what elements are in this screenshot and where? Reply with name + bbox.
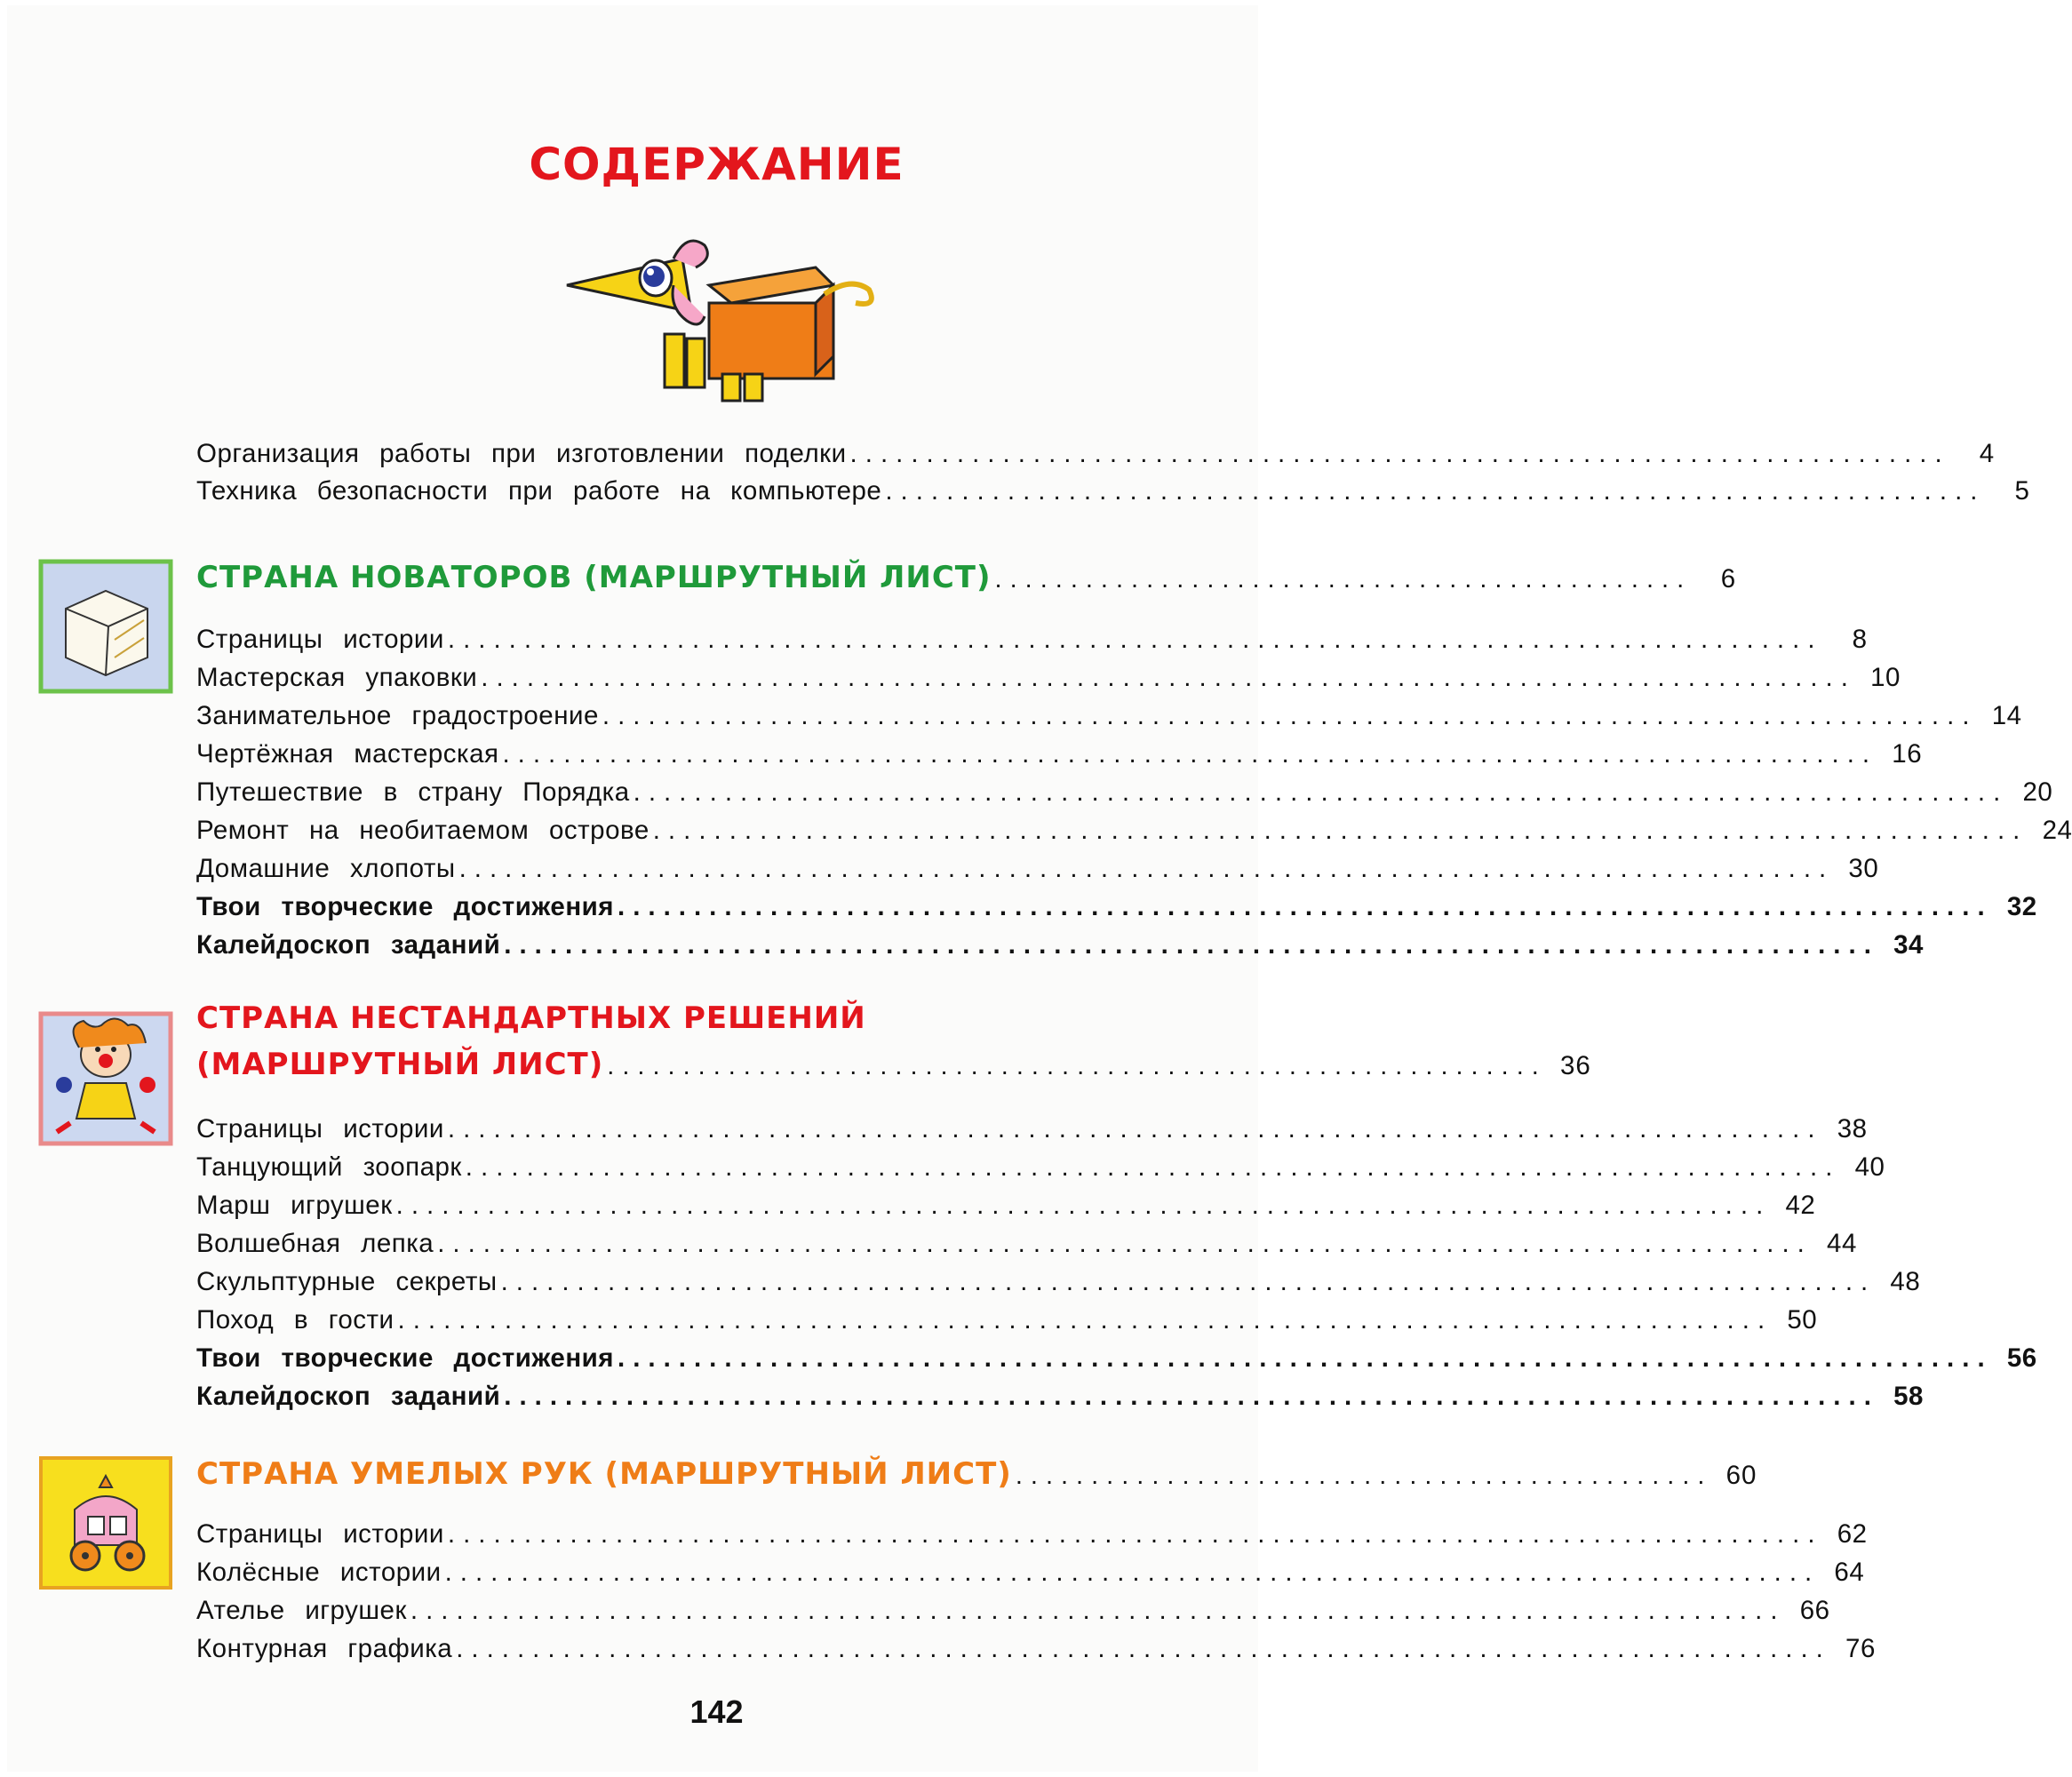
dot-leader: .......................................................................................... bbox=[458, 854, 1835, 883]
toc-entry-label: Страницы истории bbox=[196, 1114, 444, 1143]
dot-leader: .......................................................................................... bbox=[504, 1382, 1879, 1411]
dot-leader: .......................................................................................... bbox=[618, 892, 1993, 921]
dot-leader: .......................................................................................... bbox=[447, 625, 1823, 654]
dot-leader: .......................................................................................... bbox=[633, 777, 2009, 807]
dot-leader: .......................................................................................... bbox=[397, 1305, 1773, 1335]
dot-leader: .............................................................. bbox=[607, 1052, 1547, 1080]
section-page: 60 bbox=[1725, 1461, 1757, 1490]
toc-entry-label: Техника безопасности при работе на компьютере bbox=[196, 476, 882, 506]
toc-entry-label: Твои творческие достижения bbox=[196, 892, 614, 921]
toc-entry[interactable] bbox=[196, 930, 1924, 968]
dot-leader: .............................................. bbox=[1015, 1462, 1713, 1490]
dot-leader: .......................................................................................... bbox=[447, 1519, 1823, 1549]
section-page: 36 bbox=[1560, 1051, 1591, 1080]
toc-entry[interactable] bbox=[196, 1382, 1924, 1419]
toc-entry-page: 40 bbox=[1854, 1152, 1885, 1182]
section-nonstandard-thumbnail bbox=[39, 1012, 172, 1145]
section-header-nonstandard-line2[interactable] bbox=[196, 1047, 1591, 1086]
toc-entry[interactable] bbox=[196, 739, 1923, 777]
page-title: СОДЕРЖАНИЕ bbox=[529, 139, 905, 190]
toc-entry-label: Поход в гости bbox=[196, 1305, 394, 1335]
toc-entry-page: 4 bbox=[1979, 439, 1995, 468]
toc-entry-page: 14 bbox=[1991, 701, 2022, 730]
toc-entry[interactable] bbox=[196, 625, 1868, 662]
toc-entry[interactable] bbox=[196, 1114, 1868, 1151]
toc-entry[interactable] bbox=[196, 439, 1995, 476]
toc-entry[interactable] bbox=[196, 777, 2053, 815]
toc-entry[interactable] bbox=[196, 1343, 2037, 1381]
toc-entry-page: 34 bbox=[1893, 930, 1924, 960]
section-title-continued: (МАРШРУТНЫЙ ЛИСТ) bbox=[196, 1047, 604, 1082]
toc-entry-page: 66 bbox=[1799, 1596, 1830, 1625]
toc-entry-label: Калейдоскоп заданий bbox=[196, 930, 501, 960]
toc-entry-label: Домашние хлопоты bbox=[196, 854, 456, 883]
toc-entry[interactable] bbox=[196, 816, 2072, 853]
toc-entry[interactable] bbox=[196, 1191, 1816, 1228]
toc-entry-page: 42 bbox=[1785, 1191, 1816, 1220]
toc-entry[interactable] bbox=[196, 701, 2022, 738]
toc-entry[interactable] bbox=[196, 476, 2030, 514]
toc-entry-page: 56 bbox=[2006, 1343, 2037, 1373]
toc-entry[interactable] bbox=[196, 1558, 1865, 1595]
toc-entry-label: Калейдоскоп заданий bbox=[196, 1382, 501, 1411]
dot-leader: .......................................................................................... bbox=[456, 1634, 1831, 1663]
page-number: 142 bbox=[689, 1693, 744, 1730]
toc-entry-page: 76 bbox=[1845, 1634, 1876, 1663]
toc-entry[interactable] bbox=[196, 663, 1901, 700]
toc-entry-label: Твои творческие достижения bbox=[196, 1343, 614, 1373]
section-title: СТРАНА УМЕЛЫХ РУК (МАРШРУТНЫЙ ЛИСТ) bbox=[196, 1456, 1012, 1492]
toc-entry-page: 48 bbox=[1890, 1267, 1921, 1296]
dot-leader: .......................................................................................... bbox=[395, 1191, 1772, 1220]
toc-entry[interactable] bbox=[196, 1229, 1857, 1266]
toc-entry-page: 5 bbox=[2014, 476, 2030, 506]
section-header-novators[interactable] bbox=[196, 560, 1737, 599]
toc-entry-page: 10 bbox=[1870, 663, 1901, 692]
toc-entry-label: Марш игрушек bbox=[196, 1191, 393, 1220]
toc-entry-label: Волшебная лепка bbox=[196, 1229, 434, 1258]
toc-entry-label: Ремонт на необитаемом острове bbox=[196, 816, 649, 845]
section-novators-thumbnail bbox=[39, 560, 172, 693]
section-title: СТРАНА НЕСТАНДАРТНЫХ РЕШЕНИЙ bbox=[196, 1000, 866, 1036]
dot-leader: .......................................................................................... bbox=[465, 1152, 1841, 1182]
toc-entry-page: 16 bbox=[1892, 739, 1923, 769]
toc-entry-page: 32 bbox=[2006, 892, 2037, 921]
toc-entry[interactable] bbox=[196, 1519, 1868, 1557]
toc-entry[interactable] bbox=[196, 1596, 1830, 1633]
toc-entry[interactable] bbox=[196, 1305, 1818, 1343]
toc-entry-label: Организация работы при изготовлении поделки bbox=[196, 439, 847, 468]
toc-entry-page: 64 bbox=[1834, 1558, 1865, 1587]
toc-entry-page: 38 bbox=[1837, 1114, 1868, 1143]
toc-entry-page: 24 bbox=[2042, 816, 2072, 845]
toc-entry[interactable] bbox=[196, 854, 1879, 891]
book-page bbox=[7, 5, 2072, 1772]
dot-leader: .......................................................................................... bbox=[652, 816, 2028, 845]
toc-entry-page: 58 bbox=[1893, 1382, 1924, 1411]
dot-leader: .......................................................................................... bbox=[481, 663, 1856, 692]
toc-entry-label: Контурная графика bbox=[196, 1634, 453, 1663]
toc-entry-label: Колёсные истории bbox=[196, 1558, 442, 1587]
section-page: 6 bbox=[1720, 564, 1737, 594]
dot-leader: .......................................................................................... bbox=[618, 1343, 1993, 1373]
toc-entry[interactable] bbox=[196, 1634, 1876, 1671]
toc-entry[interactable] bbox=[196, 892, 2037, 929]
dot-leader: ........................................................................ bbox=[849, 439, 1950, 468]
toc-entry-label: Страницы истории bbox=[196, 625, 444, 654]
toc-entry-page: 30 bbox=[1848, 854, 1879, 883]
dot-leader: .......................................................................................... bbox=[602, 701, 1978, 730]
toc-entry[interactable] bbox=[196, 1152, 1885, 1190]
dot-leader: .......................................................................................... bbox=[444, 1558, 1821, 1587]
section-skilled-hands-thumbnail bbox=[39, 1456, 172, 1590]
toc-entry-label: Путешествие в страну Порядка bbox=[196, 777, 630, 807]
toc-entry[interactable] bbox=[196, 1267, 1921, 1304]
section-title: СТРАНА НОВАТОРОВ (МАРШРУТНЫЙ ЛИСТ) bbox=[196, 560, 992, 595]
mascot-illustration bbox=[567, 232, 887, 401]
toc-entry-page: 8 bbox=[1852, 625, 1868, 654]
toc-entry-label: Скульптурные секреты bbox=[196, 1267, 498, 1296]
dot-leader: .............................................. bbox=[994, 565, 1693, 594]
dot-leader: ........................................................................ bbox=[885, 476, 1986, 506]
dot-leader: .......................................................................................... bbox=[504, 930, 1879, 960]
dot-leader: .......................................................................................... bbox=[447, 1114, 1823, 1143]
toc-entry-page: 50 bbox=[1787, 1305, 1818, 1335]
toc-entry-label: Мастерская упаковки bbox=[196, 663, 478, 692]
toc-entry-label: Занимательное градостроение bbox=[196, 701, 599, 730]
section-header-nonstandard-line1[interactable] bbox=[196, 1000, 1183, 1040]
toc-entry-page: 44 bbox=[1827, 1229, 1857, 1258]
toc-entry-label: Ателье игрушек bbox=[196, 1596, 407, 1625]
dot-leader: .......................................................................................... bbox=[410, 1596, 1786, 1625]
section-header-skilled-hands[interactable] bbox=[196, 1456, 1757, 1495]
toc-entry-page: 20 bbox=[2022, 777, 2053, 807]
dot-leader: .......................................................................................... bbox=[437, 1229, 1813, 1258]
dot-leader: .......................................................................................... bbox=[500, 1267, 1877, 1296]
toc-entry-page: 62 bbox=[1837, 1519, 1868, 1549]
toc-entry-label: Танцующий зоопарк bbox=[196, 1152, 462, 1182]
dot-leader: .......................................................................................... bbox=[502, 739, 1878, 769]
toc-entry-label: Страницы истории bbox=[196, 1519, 444, 1549]
toc-entry-label: Чертёжная мастерская bbox=[196, 739, 499, 769]
